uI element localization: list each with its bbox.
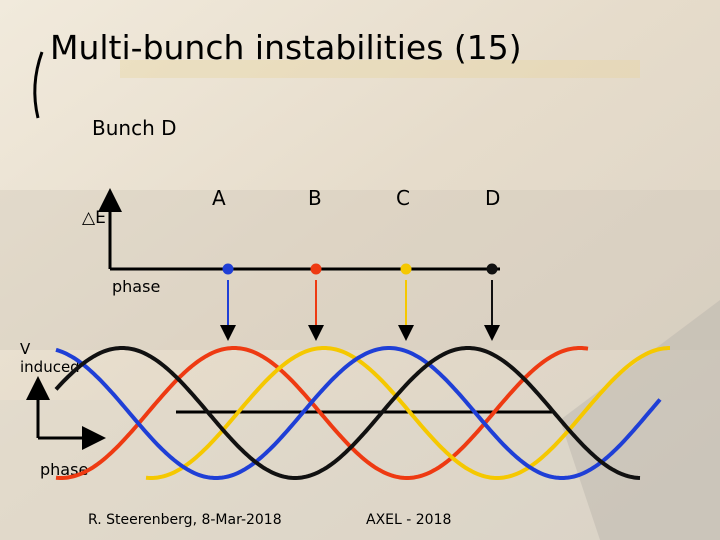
bunch-label-b: B [308, 186, 322, 210]
bunch-label-d: D [485, 186, 501, 210]
delta-e-axis-label: △E [82, 208, 106, 228]
phase-axis-label-bottom: phase [40, 460, 89, 479]
bunch-c-dot [401, 264, 412, 275]
bunch-a-dot [223, 264, 234, 275]
title-bracket [35, 52, 42, 118]
footer-event: AXEL - 2018 [366, 512, 452, 528]
slide-title: Multi-bunch instabilities (15) [50, 28, 522, 67]
slide-subtitle: Bunch D [92, 116, 177, 140]
bunch-d-dot [487, 264, 498, 275]
bunch-b-dot [311, 264, 322, 275]
v-induced-axis-label: V induced [20, 340, 80, 376]
bunch-label-a: A [212, 186, 226, 210]
bunch-label-c: C [396, 186, 410, 210]
footer-author: R. Steerenberg, 8-Mar-2018 [88, 512, 282, 528]
phase-axis-label-top: phase [112, 277, 161, 296]
